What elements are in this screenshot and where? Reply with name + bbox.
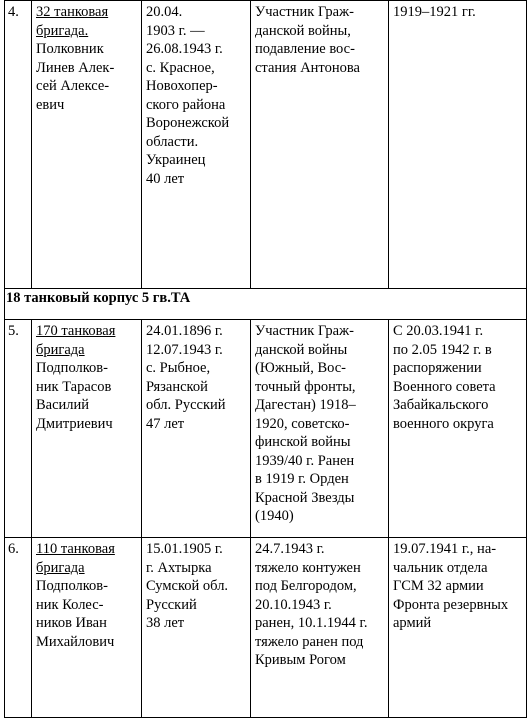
birth-line: 20.04. xyxy=(146,4,183,20)
commander-line: Полковник xyxy=(36,41,104,57)
commander-line: ник Тарасов xyxy=(36,378,112,395)
other-line: по 2.05 1942 г. в xyxy=(393,341,492,358)
row-number-cell xyxy=(5,320,32,538)
service-line: данской войны, xyxy=(255,22,351,39)
commander-line: Михайлович xyxy=(36,633,115,650)
birth-line: Воронежской xyxy=(146,115,230,131)
service-line: данской войны xyxy=(255,341,348,358)
service-line: стания Антонова xyxy=(255,59,360,76)
birth-line: 1903 г. — xyxy=(146,22,205,39)
unit-name-line: 170 танковая xyxy=(36,323,116,339)
unit-name-line: 110 танковая xyxy=(36,541,115,557)
other-cell xyxy=(389,1,527,289)
other-line: чальник отдела xyxy=(393,559,488,576)
other-line: Забайкальского xyxy=(393,397,489,413)
birth-cell xyxy=(142,1,251,289)
unit-name-line: бригада. xyxy=(36,22,89,39)
service-line: Красной Звезды xyxy=(255,489,355,506)
row-number: 6. xyxy=(8,541,19,557)
service-line: Участник Граж- xyxy=(255,323,354,339)
row-number-cell xyxy=(5,538,32,718)
service-line: точный фронты, xyxy=(255,378,356,395)
birth-line: 26.08.1943 г. xyxy=(146,41,223,57)
other-line: 19.07.1941 г., на- xyxy=(393,541,497,557)
commander-line: Дмитриевич xyxy=(36,415,113,432)
unit-cell xyxy=(32,538,142,718)
other-cell xyxy=(389,320,527,538)
birth-line: Украинец xyxy=(146,152,206,168)
service-line: (Южный, Вос- xyxy=(255,360,346,376)
birth-line: Новохопер- xyxy=(146,78,218,94)
birth-line: с. Красное, xyxy=(146,59,215,76)
commander-line: Подполков- xyxy=(36,360,108,376)
other-line: Фронта резервных xyxy=(393,596,509,613)
unit-cell xyxy=(32,320,142,538)
commander-line: сей Алексе- xyxy=(36,78,110,94)
commander-line: ник Колес- xyxy=(36,596,104,613)
commander-line: евич xyxy=(36,96,65,113)
birth-line: 38 лет xyxy=(146,615,185,631)
service-cell xyxy=(251,320,389,538)
commander-line: ников Иван xyxy=(36,615,107,631)
commander-line: Линев Алек- xyxy=(36,59,115,76)
other-line: армий xyxy=(393,615,432,631)
unit-name-line: 32 танковая xyxy=(36,4,109,20)
birth-line: 40 лет xyxy=(146,170,185,187)
service-line: под Белгородом, xyxy=(255,578,357,594)
birth-line: Сумской обл. xyxy=(146,578,229,594)
service-line: Дагестан) 1918– xyxy=(255,397,356,413)
birth-line: г. Ахтырка xyxy=(146,559,212,576)
service-cell xyxy=(251,538,389,718)
other-line: военного округа xyxy=(393,415,494,432)
service-line: ранен, 10.1.1944 г. xyxy=(255,615,368,631)
service-line: тяжело ранен под xyxy=(255,633,364,650)
service-line: 1939/40 г. Ранен xyxy=(255,452,355,469)
row-number: 5. xyxy=(8,323,19,339)
other-line: С 20.03.1941 г. xyxy=(393,323,484,339)
service-line: Кривым Рогом xyxy=(255,652,346,668)
table-row-6 xyxy=(5,538,527,718)
service-line: Участник Граж- xyxy=(255,4,354,20)
birth-cell xyxy=(142,538,251,718)
birth-line: 24.01.1896 г. xyxy=(146,323,223,339)
unit-name-line: бригада xyxy=(36,559,85,576)
other-line: 1919–1921 гг. xyxy=(393,4,476,20)
commander-line: Василий xyxy=(36,397,90,413)
service-line: 20.10.1943 г. xyxy=(255,596,332,613)
table-row-4 xyxy=(5,1,527,289)
service-cell xyxy=(251,1,389,289)
service-line: подавление вос- xyxy=(255,41,355,57)
other-line: ГСМ 32 армии xyxy=(393,578,484,594)
birth-line: 12.07.1943 г. xyxy=(146,341,223,358)
service-line: тяжело контужен xyxy=(255,559,361,576)
birth-line: Рязанской xyxy=(146,378,208,395)
row-number-cell xyxy=(5,1,32,289)
birth-line: ского района xyxy=(146,96,226,113)
service-line: финской войны xyxy=(255,434,351,450)
birth-line: 15.01.1905 г. xyxy=(146,541,223,557)
officers-table xyxy=(4,0,527,718)
row-number: 4. xyxy=(8,4,19,20)
section-header-cell xyxy=(5,289,527,320)
birth-line: Русский xyxy=(146,596,197,613)
other-cell xyxy=(389,538,527,718)
service-line: 1920, советско- xyxy=(255,415,350,432)
section-row xyxy=(5,289,527,320)
table-row-5 xyxy=(5,320,527,538)
unit-cell xyxy=(32,1,142,289)
birth-line: с. Рыбное, xyxy=(146,360,211,376)
service-line: 24.7.1943 г. xyxy=(255,541,325,557)
birth-line: области. xyxy=(146,133,199,150)
birth-cell xyxy=(142,320,251,538)
unit-name-line: бригада xyxy=(36,341,85,358)
section-title: 18 танковый корпус 5 гв.ТА xyxy=(6,290,191,306)
birth-line: обл. Русский xyxy=(146,397,226,413)
other-line: распоряжении xyxy=(393,360,482,376)
service-line: (1940) xyxy=(255,508,294,524)
service-line: в 1919 г. Орден xyxy=(255,471,349,487)
other-line: Военного совета xyxy=(393,378,496,395)
commander-line: Подполков- xyxy=(36,578,108,594)
birth-line: 47 лет xyxy=(146,415,185,432)
